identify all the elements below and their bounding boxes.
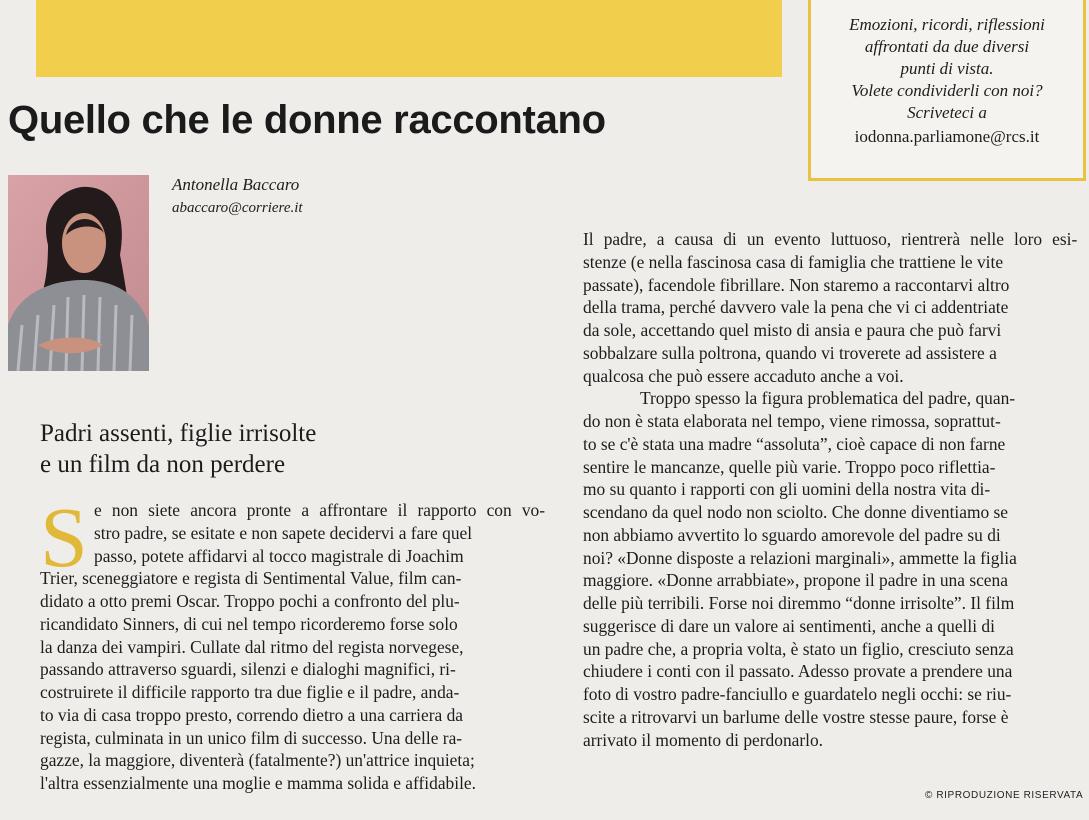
article-line: Troppo spesso la figura problematica del padre, quan- <box>640 388 1016 409</box>
article-line: foto di vostro padre-fanciullo e guardatelo negli occhi: se riu- <box>583 684 1012 704</box>
copyright-note: © RIPRODUZIONE RISERVATA <box>925 790 1084 801</box>
callout-line: Scriveteci a <box>907 103 987 122</box>
callout-box <box>808 0 1086 181</box>
callout-line: punti di vista. <box>900 59 994 78</box>
author-portrait-icon <box>8 175 149 371</box>
article-line: Trier, sceneggiatore e regista di Sentimental Value, film can- <box>40 568 462 589</box>
author-byline <box>172 172 303 218</box>
article-line: didato a otto premi Oscar. Troppo pochi a confronto del plu- <box>40 591 460 611</box>
drop-cap: S <box>40 489 88 585</box>
article-line: della trama, perché davvero vale la pena che vi ci addentriate <box>583 297 1009 318</box>
article-line: suggerisce di dare un valore ai sentimenti, anche a quelli di <box>583 615 995 636</box>
article-line: e non siete ancora pronte a affrontare il rapporto con vo- <box>94 500 546 520</box>
article-line: qualcosa che può essere accaduto anche a voi. <box>583 365 904 386</box>
article-line: to via di casa troppo presto, correndo dietro a una carriera da <box>40 704 463 725</box>
article-line: scendano da quel nodo non sciolto. Che donne diventiamo se <box>583 502 1009 522</box>
article-line: un padre che, a propria volta, è stato un figlio, cresciuto senza <box>583 638 1014 659</box>
author-name: Antonella Baccaro <box>172 175 300 194</box>
article-line: passando attraverso sguardi, silenzi e dialoghi magnifici, ri- <box>40 659 456 680</box>
article-line: mo su quanto i rapporti con gli uomini della nostra vita di- <box>583 479 991 500</box>
article-line: costruirete il difficile rapporto tra due figlie e il padre, anda- <box>40 682 460 702</box>
article-line: stro padre, se esitate e non sapete decidervi a fare quel <box>94 522 473 543</box>
header-yellow-band <box>36 0 782 77</box>
article-line: non abbiamo avvertito lo sguardo amorevole del padre su di <box>583 524 1001 545</box>
article-line: sentire le mancanze, quelle più varie. Troppo poco riflettia- <box>583 456 996 477</box>
callout-line: Volete condividerli con noi? <box>851 81 1043 100</box>
article-line: la danza dei vampiri. Cullate dal ritmo del regista norvegese, <box>40 636 464 657</box>
author-photo <box>8 175 149 371</box>
article-line: gazze, la maggiore, diventerà (fatalmente?) un'attrice inquieta; <box>40 750 475 771</box>
callout-line: affrontati da due diversi <box>864 37 1030 56</box>
callout-email-link[interactable]: iodonna.parliamone@rcs.it <box>854 127 1040 146</box>
article-right-column <box>583 228 1083 751</box>
article-line: maggiore. «Donne arrabbiate», propone il padre in una scena <box>583 570 1008 591</box>
article-line: Il padre, a causa di un evento luttuoso, rientrerà nelle loro esi- <box>583 229 1078 249</box>
article-line: regista, culminata in un unico film di successo. Una delle ra- <box>40 727 463 748</box>
author-email-link[interactable]: abaccaro@corriere.it <box>172 200 303 216</box>
article-line: l'altra essenzialmente una moglie e mamma solida e affidabile. <box>40 773 476 793</box>
article-line: delle più terribili. Forse noi diremmo “donne irrisolte”. Il film <box>583 593 1015 613</box>
article-line: passo, potete affidarvi al tocco magistrale di Joachim <box>94 545 464 566</box>
article-line: do non è stata elaborata nel tempo, viene rimossa, soprattut- <box>583 411 1001 431</box>
article-subheading <box>40 418 316 480</box>
article-line: noi? «Donne disposte a relazioni marginali», ammette la figlia <box>583 547 1017 568</box>
background-ghost-text <box>330 300 372 473</box>
page-title: Quello che le donne raccontano <box>8 98 606 142</box>
subheading-line: e un film da non perdere <box>40 451 286 478</box>
article-line: stenze (e nella fascinosa casa di famiglia che trattiene le vite <box>583 251 1004 272</box>
article-line: to se c'è stata una madre “assoluta”, cioè capace di non farne <box>583 433 1006 454</box>
article-left-column <box>40 499 545 795</box>
subheading-line: Padri assenti, figlie irrisolte <box>40 420 317 447</box>
callout-line: Emozioni, ricordi, riflessioni <box>849 15 1045 34</box>
article-line: da sole, accettando quel misto di ansia e paura che può farvi <box>583 320 1002 340</box>
article-line: scite a ritrovarvi un barlume delle vostre stesse paure, forse è <box>583 706 1009 727</box>
article-line: ricandidato Sinners, di cui nel tempo ricorderemo forse solo <box>40 613 458 634</box>
article-line: sobbalzare sulla poltrona, quando vi troverete ad assistere a <box>583 342 997 363</box>
article-line: chiudere i conti con il passato. Adesso provate a prendere una <box>583 661 1013 682</box>
article-line: arrivato il momento di perdonarlo. <box>583 729 824 750</box>
article-line: passate), facendole fibrillare. Non staremo a raccontarvi altro <box>583 274 1010 295</box>
